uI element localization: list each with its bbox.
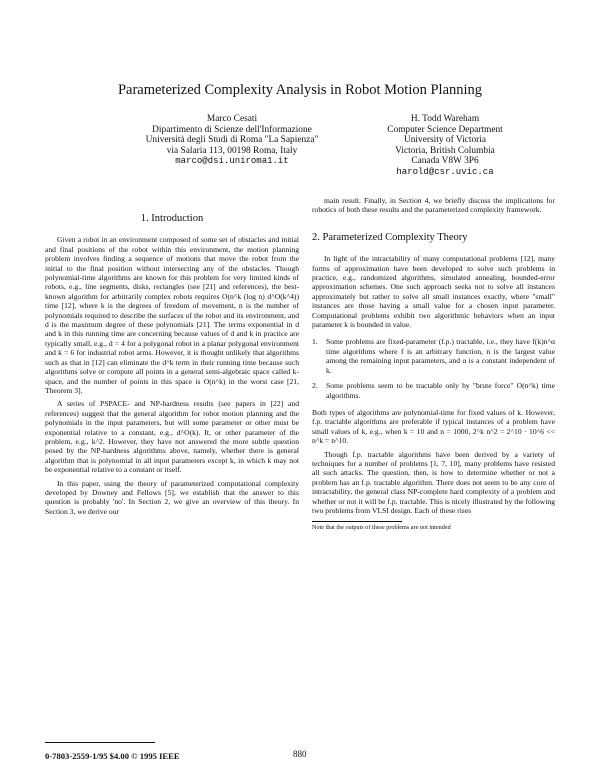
left-column <box>45 196 299 520</box>
author-university: Università degli Studi di Roma "La Sapienza" <box>145 135 319 145</box>
list-item-text: Some problems seem to be tractable only by "brute force" O(n^k) time algorithms. <box>326 381 555 400</box>
author-email: harold@csr.uvic.ca <box>396 166 494 177</box>
list-item-number: 2. <box>312 381 318 391</box>
author-university: University of Victoria <box>403 135 487 145</box>
section2-paragraph-1: In light of the intractability of many computational problems [12], many forms of approximation have been developed to solve such problems in practice, e.g., randomized algorithms, simulated annealing, bounded-error approximation schemes. One such approach seeks not to solve all instances approximately but rather to solve all small instances exactly, where "small" instances are those having a small value for a chosen input parameter. Computational problems exhibit two algorithmic behaviors when an input parameter k is bounded in value. <box>312 254 555 330</box>
author-right <box>330 114 560 177</box>
intro-continuation: main result. Finally, in Section 4, we briefly discuss the implications for robotics of both these results and the parameterized complexity framework. <box>312 196 555 215</box>
author-left <box>128 114 336 167</box>
footnote: Note that the outputs of these problems are not intended <box>312 524 451 532</box>
section2-paragraph-2: Both types of algorithms are polynomial-time for fixed values of k. However, f.p. tractable algorithms are preferable if typical instances of a problem have small values of k, e.g., when k = 10 and n = 1000, 2^k n^2 = 2^10 · 10^6 << n^k = n^10. <box>312 407 555 446</box>
author-address: via Salaria 113, 00198 Roma, Italy <box>166 145 298 156</box>
page-number: 880 <box>293 749 307 759</box>
footnote-divider <box>312 521 402 522</box>
author-city: Victoria, British Columbia <box>395 145 495 156</box>
copyright-divider <box>45 742 155 743</box>
intro-paragraph-3: In this paper, using the theory of parameterized computational complexity developed by Downey and Fellows [5], we establish that the answer to this question is probably 'no'. In Section 2, we give an overview of this theory. In Section 3, we derive our <box>45 478 299 516</box>
section2-paragraph-3: Though f.p. tractable algorithms have been derived by a variety of techniques for a number of problems [1, 7, 10], many problems have resisted all such attacks. The question, then, is how to determine whether or not a problem has an f.p. tractable algorithm. There does not seem to be any core of intractability, the general class NP-complete hard complexity of a problem and whether or not it will be f.p. tractable. This is nicely illustrated by the following two problems from VLSI design. Each of these rises <box>312 449 555 515</box>
paper-title: Parameterized Complexity Analysis in Robot Motion Planning <box>117 82 483 98</box>
list-item-number: 1. <box>312 337 318 347</box>
intro-paragraph-2: A series of PSPACE- and NP-hardness results (see papers in [22] and references) suggest that the general algorithm for robot motion planning and the polynomials in the input parameters, but will some parameter or other must be exponential relative to a constant, e.g., d^O(k). It, or other parameter of the problem, e.g., k^2. However, they have not answered the more subtle question posed by the NP-hardness algorithms above, namely, whether there is general algorithm that is polynomial in all input parameters except k, in which k may not be exponential relative to a constant or itself. <box>45 399 299 475</box>
author-email: marco@dsi.uniroma1.it <box>175 156 289 166</box>
author-department: Dipartimento di Scienze dell'Informazione <box>152 124 312 135</box>
section-heading-parameterized: 2. Parameterized Complexity Theory <box>312 231 468 243</box>
list-item-text: Some problems are fixed-parameter (f.p.) tractable, i.e., they have f(k)n^α time algorithms where f is an arbitrary function, n is the largest value among the remaining input parameters, and α is a constant independent of k. <box>326 337 555 375</box>
author-department: Computer Science Department <box>387 124 503 135</box>
algorithm-behavior-list <box>312 337 555 399</box>
intro-paragraph-1: Given a robot in an environment composed of some set of obstacles and initial and final positions of the robot within this environment, the motion planning problem involves finding a sequence of motions that move the robot from the initial to the final position without intersecting any of the obstacles. Though polynomial-time algorithms are known for this problem for very limited kinds of robots, e.g., line segments, disks, rectangles (see [21] and references), the best-known algorithm for arbitrarily complex robots requires O(n^k (log n) d^O(k^4)) time [12], where k is the degrees of freedom of movement, n is the number of polynomials required to describe the surfaces of the robot and its environment, and d is the maximum degree of these polynomials [21]. The terms exponential in d and k in this running time are concerning because values of d and k in practice are typically small, e.g., d = 4 for a polygonal robot in a planar polygonal environment and k = 6 for industrial robot arms. However, it is thought unlikely that algorithms such as that in [12] can eliminate the d^k term in their running time because such algorithms solve or compute all points in a general semi-algebraic space called k-space, and the number of points in this space is O(n^k) in the worst case [21, Theorem 3]. <box>45 235 299 395</box>
section-heading-introduction: 1. Introduction <box>140 213 204 224</box>
author-country: Canada V8W 3P6 <box>411 156 479 166</box>
right-column <box>312 196 555 532</box>
list-item <box>312 381 555 400</box>
copyright-notice: 0-7803-2559-1/95 $4.00 © 1995 IEEE <box>45 751 180 761</box>
author-name: Marco Cesati <box>206 114 258 124</box>
author-name: H. Todd Wareham <box>410 114 480 124</box>
list-item <box>312 337 555 375</box>
